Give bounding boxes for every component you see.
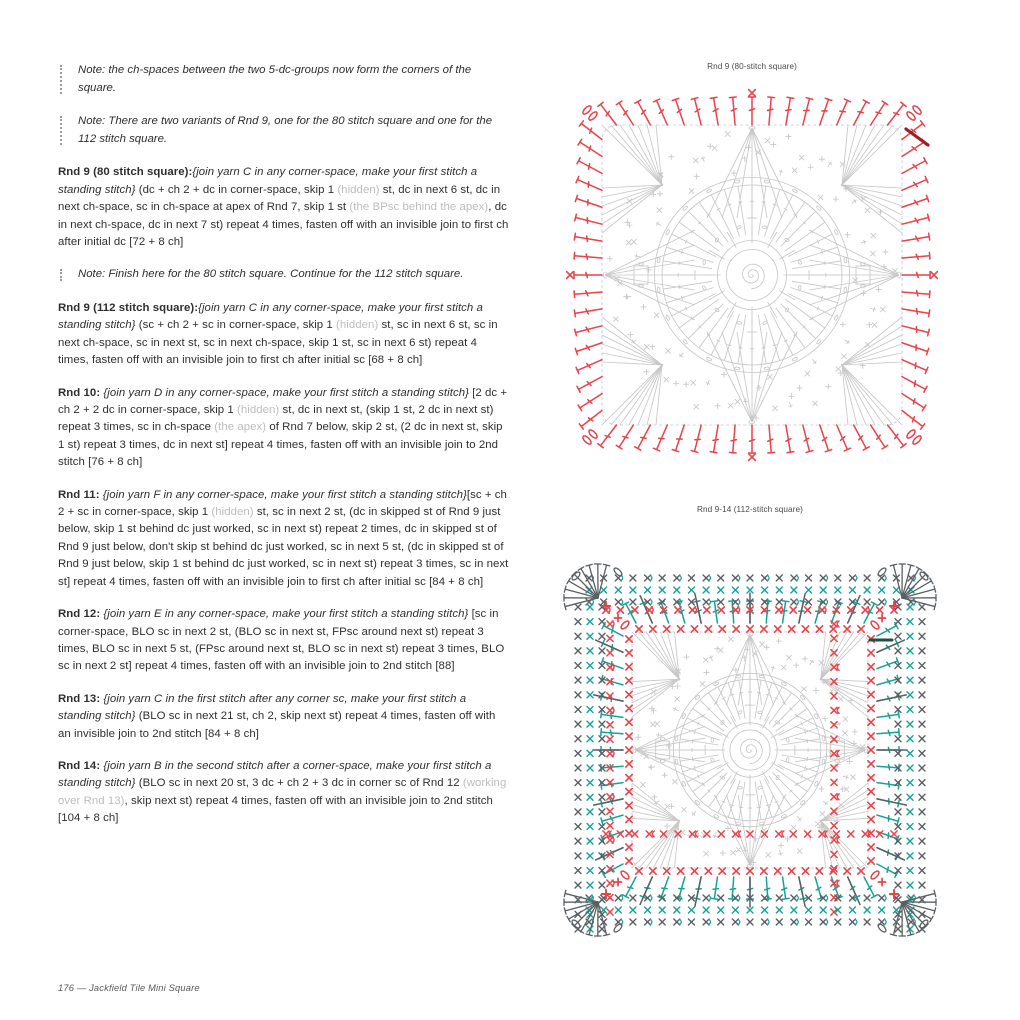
rnd-text: (sc + ch 2 + sc in corner-space, skip 1 xyxy=(135,319,337,332)
instruction-rnd-10 xyxy=(58,385,510,472)
rnd-braced: {join yarn C in any corner-space, make your first stitch a standing stitch} xyxy=(58,166,478,196)
note-rule xyxy=(60,269,62,281)
rnd-label: Rnd 14: xyxy=(58,759,101,772)
rnd-braced: {join yarn D in any corner-space, make your first stitch a standing stitch} xyxy=(100,386,469,399)
rnd-label: Rnd 13: xyxy=(58,692,101,705)
rnd-braced: {join yarn F in any corner-space, make your first stitch a standing stitch} xyxy=(99,488,467,501)
note-text: Note: the ch-spaces between the two 5-dc-groups now form the corners of the square. xyxy=(78,64,472,94)
rnd-dim-note: (hidden) xyxy=(237,404,280,417)
rnd-dim-note: (hidden) xyxy=(211,506,254,519)
rnd-dim-note: (working over Rnd 13) xyxy=(58,777,507,807)
rnd-text: (BLO sc in next 20 st, 3 dc + ch 2 + 3 dc in corner sc of Rnd 12 xyxy=(135,777,463,790)
rnd-text: st, sc in next 2 st, (dc in skipped st of Rnd 9 just below, skip 1 st behind dc just worked, sc in next st) repeat 2 times, dc in skipped st of Rnd 9 just below, don't skip st behind dc just worked, sc in next 5 st, (dc in skipped st of Rnd 9 just below, skip 1 st behind dc just worked, sc in next st) repeat 3 times, sc in next st] repeat 4 times, fasten off with an invisible join to first ch after initial sc [84 + 8 ch] xyxy=(58,506,509,588)
rnd-braced: {join yarn E in any corner-space, make your first stitch a standing stitch} xyxy=(100,608,469,621)
rnd-text: of Rnd 7 below, skip 2 st, (2 dc in next st, skip 1 st) repeat 3 times, dc in next st] repeat 4 times, fasten off with an invisible join to 2nd stitch [76 + 8 ch] xyxy=(58,421,503,469)
crochet-chart-rnd9-80 xyxy=(532,75,972,475)
rnd-dim-note: (the apex) xyxy=(214,421,267,434)
instruction-rnd-12 xyxy=(58,606,510,676)
note-block xyxy=(58,266,510,284)
note-block xyxy=(58,62,510,97)
rnd-dim-note: (hidden) xyxy=(337,183,380,196)
rnd-label: Rnd 10: xyxy=(58,386,101,399)
rnd-label: Rnd 9 (112 stitch square): xyxy=(58,302,199,314)
rnd-dim-note: (hidden) xyxy=(336,319,379,332)
rnd-text: st, sc in next 6 st, sc in next ch-space, sc in next st, sc in next ch-space, skip 1 st, sc in next 6 st) repeat 4 times, fasten off with an invisible join to first ch after initial sc [68 + 8 ch] xyxy=(58,319,498,367)
rnd-braced: {join yarn B in the second stitch after a corner-space, make your first stitch a standing stitch} xyxy=(58,759,492,790)
crochet-chart-rnd9-14-112 xyxy=(500,518,1000,978)
instruction-rnd-9-80 xyxy=(58,164,510,251)
instruction-rnd-9-112 xyxy=(58,300,510,370)
rnd-label: Rnd 12: xyxy=(58,608,101,621)
rnd-text: , dc in next ch-space, dc in next 7 st) repeat 4 times, fasten off with an invisible join to first ch after initial dc [72 + 8 ch] xyxy=(58,201,509,248)
instruction-rnd-13 xyxy=(58,691,510,743)
rnd-dim-note: (the BPsc behind the apex) xyxy=(349,201,489,214)
figure-caption: Rnd 9-14 (112-stitch square) xyxy=(697,505,803,514)
note-text: Note: Finish here for the 80 stitch square. Continue for the 112 stitch square. xyxy=(78,268,464,281)
rnd-text: , skip next st) repeat 4 times, fasten off with an invisible join to 2nd stitch [104 + 8 ch] xyxy=(58,794,493,825)
figure-caption: Rnd 9 (80-stitch square) xyxy=(707,62,797,71)
rnd-braced: {join yarn C in the first stitch after any corner sc, make your first stitch a standing stitch} xyxy=(58,692,467,723)
instruction-rnd-14 xyxy=(58,758,510,828)
rnd-text: (BLO sc in next 21 st, ch 2, skip next st) repeat 4 times, fasten off with an invisible join to 2nd stitch [84 + 8 ch] xyxy=(58,710,496,740)
rnd-label: Rnd 9 (80 stitch square): xyxy=(58,166,193,179)
note-rule xyxy=(60,65,62,94)
rnd-text: st, dc in next 6 st, dc in next ch-space, sc in ch-space at apex of Rnd 7, skip 1 st xyxy=(58,183,501,214)
instruction-rnd-11 xyxy=(58,487,510,591)
note-block xyxy=(58,113,510,148)
figure-rnd9-14-112 xyxy=(500,505,1000,978)
previous-rounds-layer xyxy=(602,125,902,425)
page-footer: 176 — Jackfield Tile Mini Square xyxy=(58,983,200,993)
rnd-label: Rnd 11: xyxy=(58,488,100,501)
rnd-text: (dc + ch 2 + dc in corner-space, skip 1 xyxy=(135,183,338,196)
figure-rnd9-80 xyxy=(532,62,972,475)
rnd-text: st, dc in next st, (skip 1 st, 2 dc in next st) repeat 3 times, sc in ch-space xyxy=(58,404,494,434)
rnd-text: [sc + ch 2 + sc in corner-space, skip 1 xyxy=(58,488,507,519)
rnd-text: [2 dc + ch 2 + 2 dc in corner-space, skip 1 xyxy=(58,386,508,417)
rnd-braced: {join yarn C in any corner-space, make your first stitch a standing stitch} xyxy=(58,302,483,332)
note-text: Note: There are two variants of Rnd 9, one for the 80 stitch square and one for the 112 stitch square. xyxy=(78,115,493,145)
note-rule xyxy=(60,116,62,145)
instructions-column xyxy=(58,62,510,828)
previous-rounds-layer xyxy=(632,632,868,868)
rnd-text: [sc in corner-space, BLO sc in next 2 st, (BLO sc in next st, FPsc around next st) repeat 3 times, BLO sc in next 5 st, (FPsc around next st, BLO sc in next st) repeat 3 times, BLO sc in next 2 st] repeat 4 times, fasten off with an invisible join to 2nd stitch [88] xyxy=(58,608,505,673)
